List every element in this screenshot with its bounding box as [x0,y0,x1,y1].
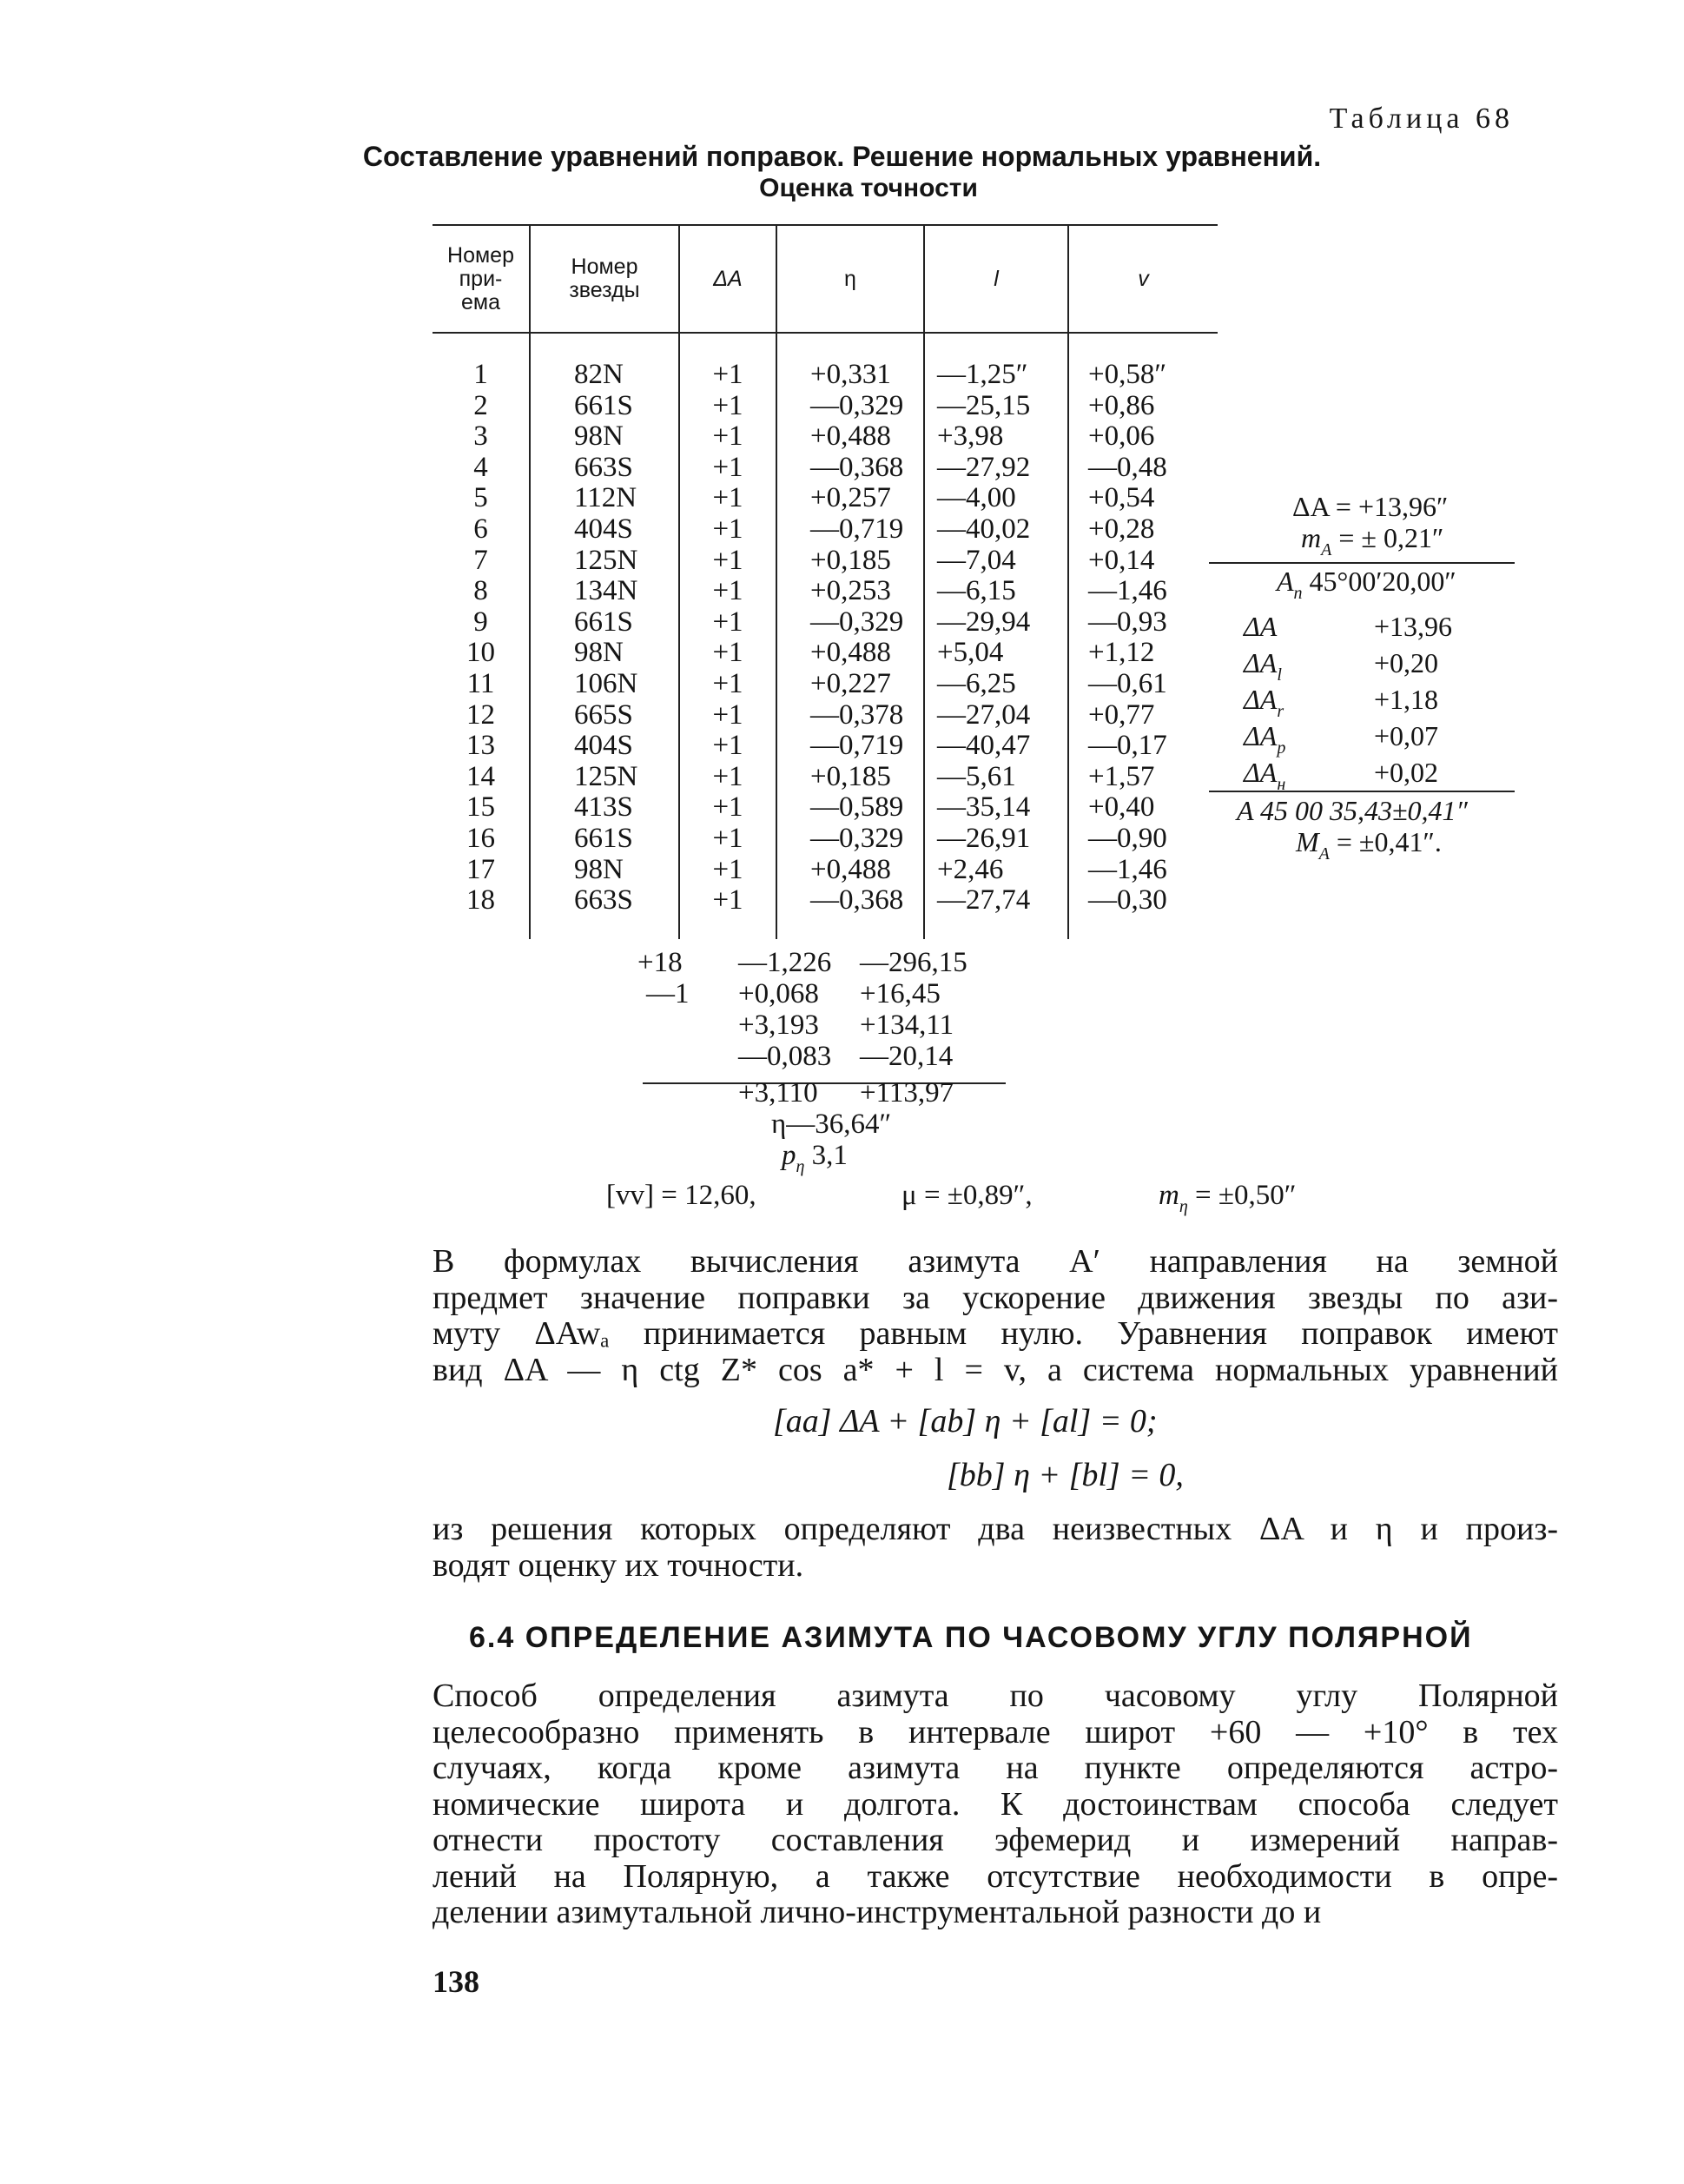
correction-value: +1,18 [1374,684,1439,715]
header-eta: η [776,225,924,333]
cell-l: —40,47 [924,731,1068,762]
correction-symbol: ΔA [1244,684,1278,715]
cell-v: +1,57 [1068,762,1218,793]
cell-star-number: 404S [530,731,679,762]
table-row [433,421,1218,453]
cell-eta: —0,589 [776,792,924,824]
cell-reception-number: 11 [466,667,495,699]
cell-star-number: 98N [530,421,679,453]
cell-reception-number: 18 [466,884,495,917]
cell-eta: +0,257 [776,483,924,514]
sum-r1-c2: —1,226 [738,947,832,978]
table-row [433,576,1218,607]
correction-subscript: p [1277,738,1286,758]
table-row [433,546,1218,577]
cell-eta: +0,227 [776,669,924,700]
correction-symbol: ΔA [1244,611,1278,642]
text-line: целесообразно применять в интервале широт +60 — +10° в тех [433,1713,1558,1751]
text-line: водят оценку их точности. [433,1546,804,1584]
cell-delta-a: +1 [679,731,776,762]
cell-v: +0,06 [1068,421,1218,453]
table-row [433,483,1218,514]
cell-delta-a: +1 [679,546,776,577]
correction-item [1244,757,1487,794]
cell-star-number: 98N [530,855,679,886]
cell-reception-number: 4 [473,451,488,483]
text-line: муту ΔAwₐ принимается равным нулю. Уравнения поправок имеют [433,1315,1558,1352]
p-eta-symbol: p [782,1140,796,1171]
a-p-subscript: п [1293,584,1303,603]
m-eta-value [1159,1180,1297,1216]
ma-value: = ± 0,21″ [1331,522,1444,553]
sum-r2-c3: +16,45 [860,978,941,1009]
paragraph-formulas [433,1244,1558,1388]
text-line: номические широта и долгота. К достоинствам способа следует [433,1785,1558,1823]
text-line: предмет значение поправки за ускорение движения звезды по ази- [433,1279,1558,1316]
correction-item [1244,684,1487,721]
cell-delta-a: +1 [679,855,776,886]
table-row [433,762,1218,793]
cell-star-number: 404S [530,514,679,546]
cell-reception-number: 15 [466,791,495,824]
cell-v: —0,90 [1068,824,1218,855]
cell-reception-number: 9 [473,606,488,638]
table-row [433,700,1218,731]
cell-delta-a: +1 [679,638,776,669]
cell-eta: —0,719 [776,514,924,546]
cell-reception-number: 12 [466,698,495,731]
cell-delta-a: +1 [679,453,776,484]
page-number: 138 [433,1964,479,1999]
ma-symbol: m [1301,522,1322,553]
text-line: случаях, когда кроме азимута на пункте определяются астро- [433,1750,1558,1786]
correction-symbol: ΔA [1244,647,1278,678]
table-title: Составление уравнений поправок. Решение нормальных уравнений. [362,141,1322,172]
header-l: l [924,225,1068,333]
cell-star-number: 661S [530,607,679,639]
section-heading: 6.4 ОПРЕДЕЛЕНИЕ АЗИМУТА ПО ЧАСОВОМУ УГЛУ ПОЛЯРНОЙ [469,1621,1473,1654]
cell-star-number: 134N [530,576,679,607]
cell-l: —1,25″ [924,333,1068,391]
cell-eta: +0,488 [776,638,924,669]
text-line: лений на Полярную, а также отсутствие необходимости в опре- [433,1857,1558,1895]
p-eta-value [782,1140,848,1176]
cell-delta-a: +1 [679,792,776,824]
cell-delta-a: +1 [679,391,776,422]
cell-l: —4,00 [924,483,1068,514]
cell-delta-a: +1 [679,514,776,546]
cell-star-number: 665S [530,700,679,731]
cell-star-number: 661S [530,824,679,855]
text-line: Способ определения азимута по часовому углу Полярной [433,1678,1558,1714]
cell-v: —0,61 [1068,669,1218,700]
cell-l: +5,04 [924,638,1068,669]
cell-star-number: 98N [530,638,679,669]
sum-r5-c2: +3,110 [738,1077,818,1109]
cell-eta: —0,368 [776,885,924,939]
sum-r2-c2: +0,068 [738,978,819,1009]
cell-delta-a: +1 [679,669,776,700]
final-azimuth: A 45 00 35,43±0,41″ [1237,795,1468,826]
correction-value: +0,07 [1374,720,1439,751]
cell-l: —29,94 [924,607,1068,639]
cell-l: —7,04 [924,546,1068,577]
delta-a-result: ΔA = +13,96″ [1292,491,1449,522]
cell-delta-a: +1 [679,885,776,939]
cell-delta-a: +1 [679,607,776,639]
cell-star-number: 125N [530,762,679,793]
cell-star-number: 106N [530,669,679,700]
divider [1209,562,1515,564]
cell-delta-a: +1 [679,333,776,391]
m-eta-symbol: m [1159,1180,1179,1211]
sum-r2-c1: —1 [646,978,690,1009]
cell-eta: +0,488 [776,855,924,886]
cell-v: —1,46 [1068,855,1218,886]
table-row [433,855,1218,886]
cell-eta: —0,378 [776,700,924,731]
cell-l: —40,02 [924,514,1068,546]
cell-v: +0,54 [1068,483,1218,514]
cell-reception-number: 7 [473,544,488,576]
cell-star-number: 82N [530,333,679,391]
cell-reception-number: 6 [473,513,488,545]
eta-value: η—36,64″ [771,1109,892,1140]
text-line: В формулах вычисления азимута A′ направления на земной [433,1243,1558,1280]
cell-v: —0,17 [1068,731,1218,762]
ma-final-symbol: M [1296,826,1319,857]
cell-v: +0,14 [1068,546,1218,577]
cell-v: —0,93 [1068,607,1218,639]
cell-reception-number: 3 [473,420,488,453]
text-line: вид ΔA — η ctg Z* cos a* + l = v, а система нормальных уравнений [433,1351,1558,1388]
correction-value: +0,20 [1374,647,1439,678]
cell-v: +0,58″ [1068,333,1218,391]
cell-star-number: 663S [530,885,679,939]
cell-l: —5,61 [924,762,1068,793]
cell-star-number: 125N [530,546,679,577]
table-row [433,514,1218,546]
cell-delta-a: +1 [679,700,776,731]
ma-final-value: = ±0,41″. [1329,826,1442,857]
correction-subscript: l [1277,665,1282,685]
table-row [433,885,1218,939]
cell-eta: +0,331 [776,333,924,391]
text-line: из решения которых определяют два неизвестных ΔA и η и произ- [433,1511,1558,1547]
table-label: Таблица 68 [1329,103,1514,135]
p-eta-subscript: η [796,1157,805,1176]
correction-subscript: r [1277,702,1284,721]
normal-equation-1: [aa] ΔA + [ab] η + [al] = 0; [773,1403,1158,1439]
sum-r3-c3: +134,11 [860,1009,954,1041]
m-eta-subscript: η [1179,1197,1188,1216]
p-eta-number: 3,1 [811,1140,848,1171]
table-row [433,607,1218,639]
cell-eta: —0,368 [776,453,924,484]
cell-reception-number: 16 [466,822,495,854]
cell-reception-number: 2 [473,389,488,421]
cell-star-number: 413S [530,792,679,824]
cell-eta: +0,488 [776,421,924,453]
text-line: отнести простоту составления эфемерид и измерений направ- [433,1822,1558,1858]
m-eta-number: = ±0,50″ [1187,1180,1297,1211]
cell-l: —27,74 [924,885,1068,939]
mu-value: μ = ±0,89″, [901,1180,1033,1211]
cell-delta-a: +1 [679,483,776,514]
cell-v: +0,40 [1068,792,1218,824]
correction-item [1244,647,1487,685]
table-row [433,453,1218,484]
table-row [433,391,1218,422]
cell-eta: —0,329 [776,391,924,422]
a-p-number: 45°00′20,00″ [1302,566,1456,597]
correction-value: +13,96 [1374,611,1453,642]
table-row [433,824,1218,855]
table-row [433,669,1218,700]
cell-star-number: 112N [530,483,679,514]
cell-reception-number: 17 [466,853,495,885]
cell-reception-number: 14 [466,760,495,792]
correction-value: +0,02 [1374,757,1439,788]
cell-l: —6,15 [924,576,1068,607]
cell-star-number: 661S [530,391,679,422]
cell-star-number: 663S [530,453,679,484]
vv-value: [vv] = 12,60, [606,1180,756,1211]
table-row [433,792,1218,824]
sum-r1-c3: —296,15 [860,947,967,978]
cell-l: —6,25 [924,669,1068,700]
cell-eta: —0,329 [776,607,924,639]
table-header-row [433,225,1218,333]
cell-l: +2,46 [924,855,1068,886]
a-p-value [1277,566,1456,603]
correction-item [1244,611,1487,643]
header-v: v [1068,225,1218,333]
cell-eta: —0,719 [776,731,924,762]
cell-l: —27,92 [924,453,1068,484]
sum-r1-c1: +18 [637,947,683,978]
table-row [433,731,1218,762]
cell-eta: +0,253 [776,576,924,607]
divider [1209,791,1515,792]
header-delta-a: ΔA [679,225,776,333]
paragraph-polaris-method [433,1678,1558,1931]
cell-delta-a: +1 [679,762,776,793]
cell-v: +0,28 [1068,514,1218,546]
header-star-number: Номер звезды [530,225,679,333]
header-reception-number: Номер при- ема [433,225,530,333]
cell-v: —0,30 [1068,885,1218,939]
cell-v: +1,12 [1068,638,1218,669]
correction-subscript: н [1277,775,1286,794]
sum-r3-c2: +3,193 [738,1009,819,1041]
cell-l: +3,98 [924,421,1068,453]
paragraph-solution [433,1512,1558,1584]
ma-subscript: A [1321,540,1332,559]
corrections-table [433,224,1218,939]
cell-delta-a: +1 [679,824,776,855]
cell-reception-number: 5 [473,482,488,514]
cell-l: —25,15 [924,391,1068,422]
cell-eta: +0,185 [776,762,924,793]
cell-v: +0,77 [1068,700,1218,731]
cell-v: —0,48 [1068,453,1218,484]
table-row [433,638,1218,669]
cell-delta-a: +1 [679,421,776,453]
cell-reception-number: 13 [466,730,495,762]
sum-r4-c2: —0,083 [738,1041,832,1072]
cell-reception-number: 8 [473,575,488,607]
correction-symbol: ΔA [1244,757,1278,788]
cell-v: +0,86 [1068,391,1218,422]
cell-delta-a: +1 [679,576,776,607]
cell-l: —26,91 [924,824,1068,855]
cell-l: —35,14 [924,792,1068,824]
normal-equation-2: [bb] η + [bl] = 0, [947,1457,1184,1493]
a-p-symbol: A [1277,566,1294,597]
ma-result [1301,522,1444,559]
sum-r4-c3: —20,14 [860,1041,954,1072]
cell-eta: +0,185 [776,546,924,577]
cell-eta: —0,329 [776,824,924,855]
cell-reception-number: 10 [466,637,495,669]
correction-item [1244,720,1487,758]
correction-symbol: ΔA [1244,720,1278,751]
cell-v: —1,46 [1068,576,1218,607]
ma-final [1296,826,1442,864]
cell-reception-number: 1 [473,359,488,390]
cell-l: —27,04 [924,700,1068,731]
ma-final-subscript: A [1318,844,1330,864]
sum-r5-c3: +113,97 [860,1077,954,1109]
text-line: делении азимутальной лично-инструментальной разности до и [433,1894,1322,1930]
table-subtitle: Оценка точности [759,174,978,202]
table-row [433,333,1218,391]
